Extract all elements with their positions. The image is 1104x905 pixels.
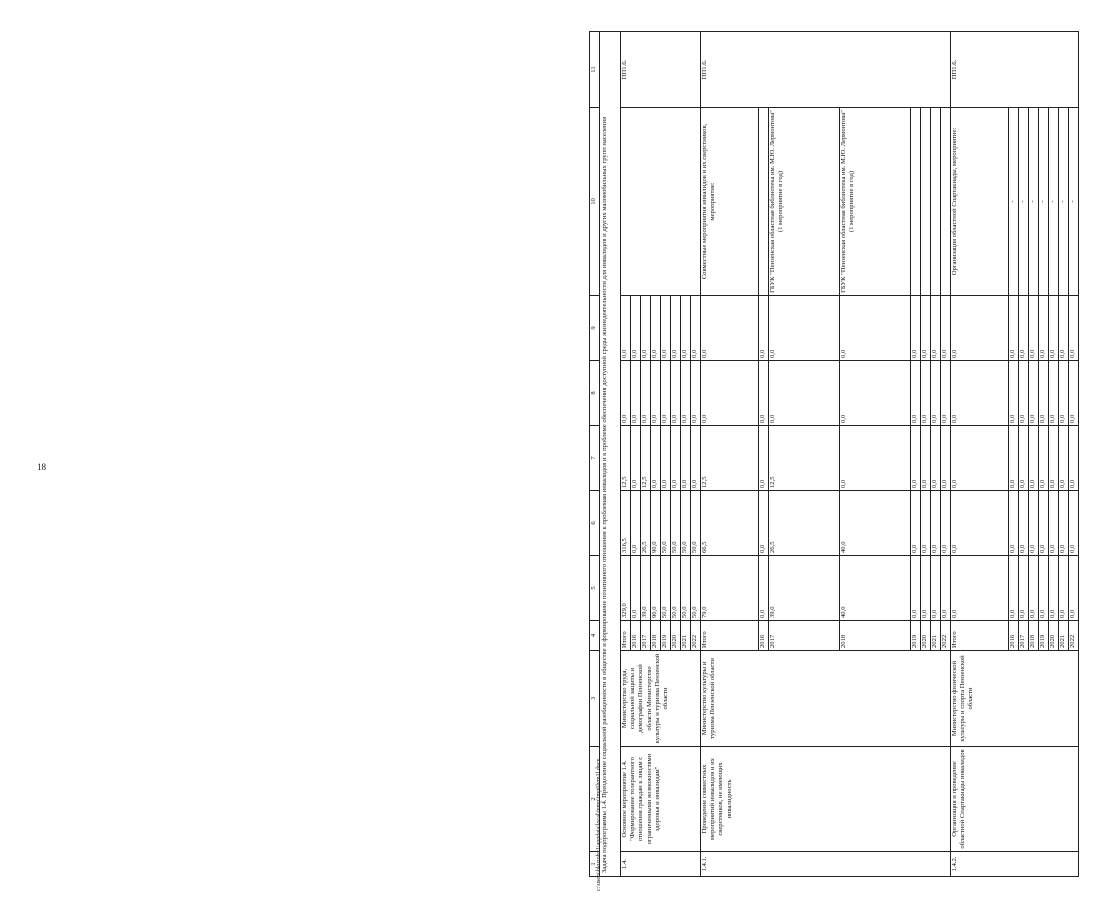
amount-cell: 0,0 [681,361,691,426]
amount-cell: 90,0 [651,491,661,556]
amount-cell: 0,0 [641,361,651,426]
amount-cell: 0,0 [1009,426,1019,491]
amount-cell: 0,0 [941,426,951,491]
amount-cell: 66,5 [701,491,759,556]
amount-cell: 0,0 [1059,296,1069,361]
amount-cell: 90,0 [651,556,661,621]
col-header: 8 [590,361,600,426]
amount-cell: 50,0 [691,491,701,556]
amount-cell: 0,0 [661,296,671,361]
amount-cell: 40,0 [840,491,911,556]
amount-cell: 316,5 [621,491,631,556]
amount-cell: 0,0 [691,296,701,361]
amount-cell: 0,0 [941,361,951,426]
task-text: Задача подпрограммы 1.4. Преодоление социальной разобщенности в обществе и формирование позитивного отношения к проблемам инвалидов и к проблеме обеспечения доступной среды жизнедеятельности для инвалидов и других маломобильных групп населения [600,32,621,877]
indicator-cell [911,108,921,296]
indicator-cell: Совместные мероприятия инвалидов и их сверстников, мероприятие: [701,108,759,296]
amount-cell: 0,0 [1059,361,1069,426]
amount-cell: 0,0 [1029,296,1039,361]
col-header: 11 [590,32,600,108]
file-path-footer: c:\users\hkuzob~1\appdata\local\temp\tmp6lvm1l.docx [596,758,602,891]
amount-cell: 0,0 [661,361,671,426]
indicator-cell [931,108,941,296]
amount-cell: 0,0 [1029,361,1039,426]
year-cell: 2022 [1069,621,1079,651]
page-number: 18 [37,462,46,472]
amount-cell: 0,0 [1029,491,1039,556]
indicator-cell: - [1049,108,1059,296]
amount-cell: 0,0 [921,556,931,621]
year-cell: 2019 [661,621,671,651]
amount-cell: 0,0 [1069,361,1079,426]
amount-cell: 0,0 [671,426,681,491]
amount-cell: 12,5 [769,426,840,491]
amount-cell: 0,0 [1049,426,1059,491]
amount-cell: 0,0 [631,556,641,621]
col-header: 2 [590,747,600,852]
amount-cell: 0,0 [691,426,701,491]
year-cell: 2016 [1009,621,1019,651]
amount-cell: 0,0 [759,491,769,556]
activity-executor: Министерство труда, социальной защиты и демографии Пензенской области Министерство культуры и туризма Пензенской области [621,651,701,747]
year-cell: 2017 [1019,621,1029,651]
activity-number: 1.4. [621,852,701,877]
amount-cell: 0,0 [931,426,941,491]
header-row [590,32,600,877]
activity-name: Основное мероприятие 1.4. "Формирование толерантного отношения граждан к лицам с ограниченными возможностями здоровья и инвалидам" [621,747,701,852]
amount-cell: 0,0 [951,296,1009,361]
year-cell: Итого [621,621,631,651]
year-cell: 2017 [769,621,840,651]
amount-cell: 0,0 [621,361,631,426]
year-cell: 2019 [911,621,921,651]
indicator-cell [941,108,951,296]
amount-cell: 0,0 [951,426,1009,491]
year-cell: 2022 [691,621,701,651]
year-cell: 2019 [1039,621,1049,651]
amount-cell: 0,0 [1019,296,1029,361]
indicator-cell [921,108,931,296]
rotated-table-container [589,32,1104,877]
year-cell: 2021 [931,621,941,651]
amount-cell: 0,0 [931,491,941,556]
year-cell: 2020 [1049,621,1059,651]
amount-cell: 50,0 [681,491,691,556]
indicator-cell: - [1069,108,1079,296]
amount-cell: 0,0 [921,426,931,491]
amount-cell: 329,0 [621,556,631,621]
amount-cell: 0,0 [1049,491,1059,556]
amount-cell: 0,0 [1009,491,1019,556]
col-header: 4 [590,621,600,651]
activity-number: 1.4.2. [951,852,1079,877]
amount-cell: 0,0 [921,491,931,556]
year-cell: 2022 [941,621,951,651]
amount-cell: 0,0 [911,556,921,621]
amount-cell: 0,0 [661,426,671,491]
activity-name: Организация и проведение областной Спартакиады инвалидов [951,747,1079,852]
year-cell: 2016 [759,621,769,651]
amount-cell: 0,0 [941,491,951,556]
indicator-cell: Организация областной Спартакиады, мероприятие: [951,108,1009,296]
amount-cell: 0,0 [1069,296,1079,361]
amount-cell: 0,0 [840,426,911,491]
amount-cell: 0,0 [631,361,641,426]
amount-cell: 0,0 [1039,296,1049,361]
amount-cell: 0,0 [701,361,759,426]
amount-cell: 0,0 [1039,491,1049,556]
amount-cell: 40,0 [840,556,911,621]
amount-cell: 0,0 [641,296,651,361]
year-cell: 2017 [641,621,651,651]
program-ref: ПП1.6. [701,32,951,108]
col-header: 5 [590,556,600,621]
col-header: 6 [590,491,600,556]
amount-cell: 0,0 [621,296,631,361]
amount-cell: 0,0 [769,296,840,361]
indicator-cell: ГБУК "Пензенская областная библиотека им. М.Ю. Лермонтова" (1 мероприятие в год) [769,108,840,296]
amount-cell: 0,0 [911,361,921,426]
year-cell: Итого [951,621,1009,651]
amount-cell: 0,0 [671,361,681,426]
amount-cell: 0,0 [1069,556,1079,621]
indicator-cell: - [1039,108,1049,296]
amount-cell: 0,0 [631,426,641,491]
amount-cell: 0,0 [911,491,921,556]
program-ref: ПП1.6. [951,32,1079,108]
amount-cell: 0,0 [1049,361,1059,426]
amount-cell: 26,5 [769,491,840,556]
amount-cell: 0,0 [1009,296,1019,361]
amount-cell: 0,0 [911,296,921,361]
amount-cell: 0,0 [681,426,691,491]
year-cell: 2018 [840,621,911,651]
activity-name: Проведение совместных мероприятий инвалидов и их сверстников, не имеющих инвалидность [701,747,951,852]
amount-cell: 0,0 [951,556,1009,621]
amount-cell: 0,0 [759,361,769,426]
indicator-cell [759,108,769,296]
amount-cell: 0,0 [1009,556,1019,621]
amount-cell: 0,0 [701,296,759,361]
year-cell: 2021 [681,621,691,651]
amount-cell: 0,0 [1059,556,1069,621]
year-cell: Итого [701,621,759,651]
amount-cell: 50,0 [661,491,671,556]
table-row [621,32,631,877]
amount-cell: 0,0 [1039,556,1049,621]
amount-cell: 0,0 [1029,556,1039,621]
table-body [590,32,1079,877]
amount-cell: 0,0 [769,361,840,426]
amount-cell: 12,5 [701,426,759,491]
col-header: 10 [590,108,600,296]
amount-cell: 0,0 [759,426,769,491]
amount-cell: 12,5 [641,426,651,491]
amount-cell: 0,0 [1019,491,1029,556]
amount-cell: 50,0 [671,491,681,556]
program-table [589,31,1079,877]
amount-cell: 0,0 [1009,361,1019,426]
amount-cell: 0,0 [1029,426,1039,491]
col-header: 3 [590,651,600,747]
year-cell: 2021 [1059,621,1069,651]
amount-cell: 0,0 [941,296,951,361]
amount-cell: 39,0 [769,556,840,621]
amount-cell: 0,0 [941,556,951,621]
col-header: 9 [590,296,600,361]
amount-cell: 12,5 [621,426,631,491]
amount-cell: 0,0 [840,296,911,361]
amount-cell: 26,5 [641,491,651,556]
amount-cell: 0,0 [1019,361,1029,426]
activity-executor: Министерство культуры и туризма Пензенской области [701,651,951,747]
indicator-cell [621,108,701,296]
col-header: 7 [590,426,600,491]
amount-cell: 0,0 [931,361,941,426]
program-ref: ПП1.6. [621,32,701,108]
amount-cell: 0,0 [951,491,1009,556]
amount-cell: 0,0 [1019,426,1029,491]
amount-cell: 0,0 [631,491,641,556]
amount-cell: 50,0 [661,556,671,621]
year-cell: 2020 [921,621,931,651]
indicator-cell: ГБУК "Пензенская областная библиотека им. М.Ю. Лермонтова" (1 мероприятие в год) [840,108,911,296]
amount-cell: 0,0 [1059,491,1069,556]
amount-cell: 0,0 [759,296,769,361]
amount-cell: 0,0 [931,556,941,621]
activity-number: 1.4.1. [701,852,951,877]
amount-cell: 0,0 [911,426,921,491]
amount-cell: 0,0 [651,296,661,361]
table-row [701,32,759,877]
amount-cell: 0,0 [951,361,1009,426]
table-row [951,32,1009,877]
amount-cell: 0,0 [1019,556,1029,621]
amount-cell: 0,0 [651,361,661,426]
amount-cell: 0,0 [1039,426,1049,491]
indicator-cell: - [1059,108,1069,296]
amount-cell: 0,0 [681,296,691,361]
activity-executor: Министерство физической культуры и спорта Пензенской области [951,651,1079,747]
year-cell: 2018 [1029,621,1039,651]
amount-cell: 0,0 [1049,556,1059,621]
amount-cell: 0,0 [931,296,941,361]
indicator-cell: - [1009,108,1019,296]
amount-cell: 50,0 [671,556,681,621]
amount-cell: 0,0 [1039,361,1049,426]
amount-cell: 0,0 [631,296,641,361]
amount-cell: 0,0 [840,361,911,426]
task-row [600,32,621,877]
amount-cell: 0,0 [1069,491,1079,556]
amount-cell: 0,0 [921,361,931,426]
amount-cell: 0,0 [1059,426,1069,491]
amount-cell: 50,0 [691,556,701,621]
amount-cell: 79,0 [701,556,759,621]
amount-cell: 0,0 [691,361,701,426]
year-cell: 2018 [651,621,661,651]
amount-cell: 0,0 [1049,296,1059,361]
indicator-cell: - [1029,108,1039,296]
amount-cell: 0,0 [1069,426,1079,491]
amount-cell: 0,0 [921,296,931,361]
amount-cell: 50,0 [681,556,691,621]
amount-cell: 0,0 [671,296,681,361]
col-header: 1 [590,852,600,877]
year-cell: 2020 [671,621,681,651]
amount-cell: 0,0 [651,426,661,491]
year-cell: 2016 [631,621,641,651]
amount-cell: 0,0 [759,556,769,621]
indicator-cell: - [1019,108,1029,296]
amount-cell: 39,0 [641,556,651,621]
